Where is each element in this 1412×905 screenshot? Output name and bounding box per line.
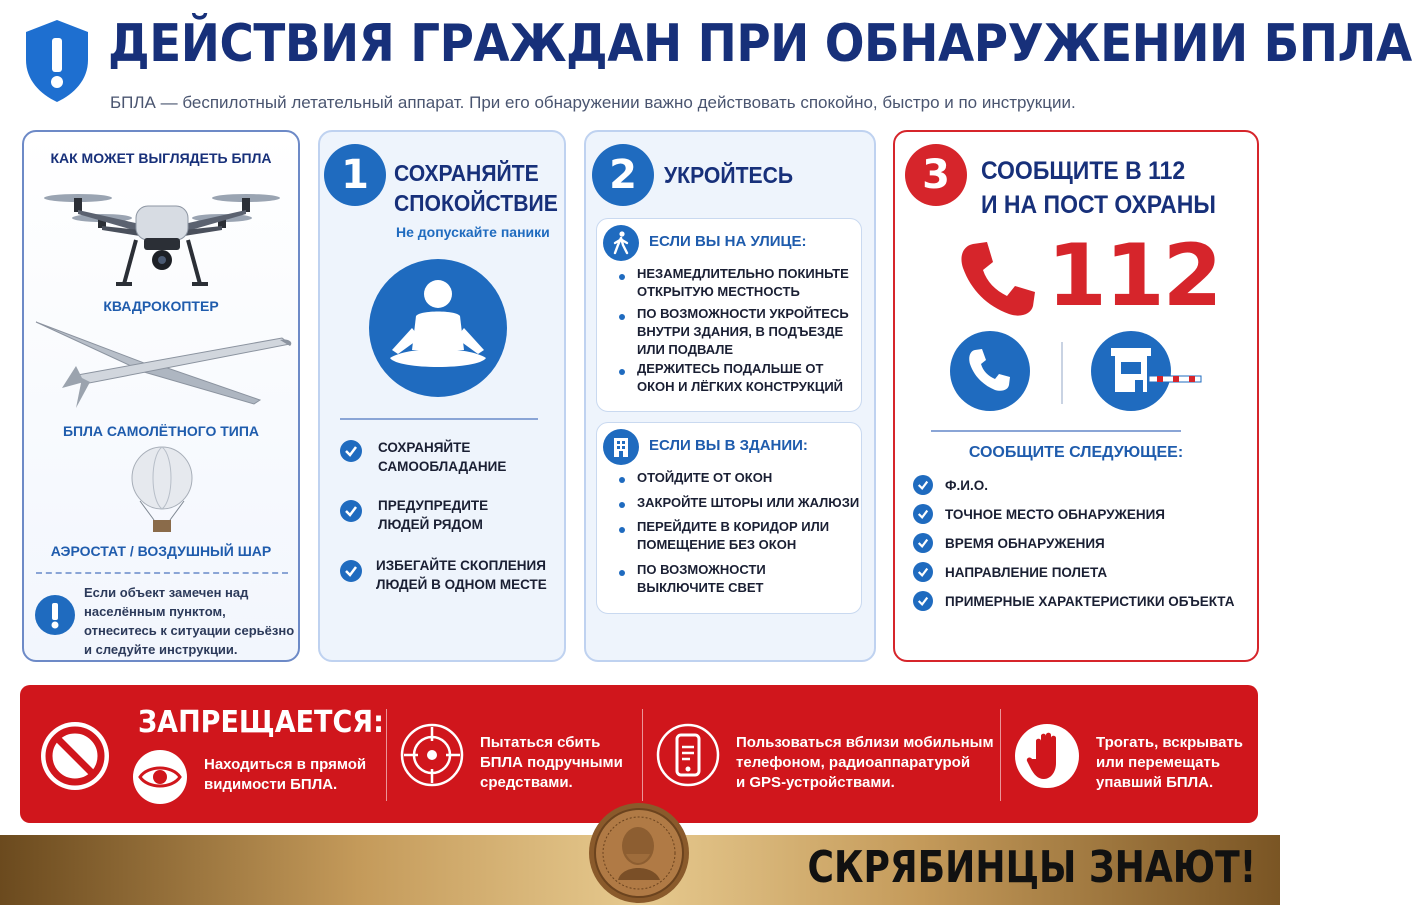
prohibited-item: Находиться в прямой видимости БПЛА. <box>204 756 367 793</box>
street-item: НЕЗАМЕДЛИТЕЛЬНО ПОКИНЬТЕ ОТКРЫТУЮ МЕСТНОСТЬ <box>637 266 849 299</box>
check-icon <box>340 440 362 462</box>
exclamation-icon <box>34 594 76 636</box>
check-icon <box>913 475 933 495</box>
building-item: ПЕРЕЙДИТЕ В КОРИДОР ИЛИ ПОМЕЩЕНИЕ БЕЗ ОКОН <box>637 519 830 552</box>
check-icon <box>913 591 933 611</box>
drone-types-card <box>22 130 300 662</box>
bullet <box>619 527 625 533</box>
bullet <box>619 477 625 483</box>
building-icon <box>603 429 639 465</box>
check-icon <box>913 533 933 553</box>
phone-handset-icon <box>957 238 1039 320</box>
report-item: ВРЕМЯ ОБНАРУЖЕНИЯ <box>945 536 1105 551</box>
bronze-medal-portrait-icon <box>588 802 690 904</box>
street-item: ДЕРЖИТЕСЬ ПОДАЛЬШЕ ОТ ОКОН И ЛЁГКИХ КОНСТРУКЦИЙ <box>637 361 844 394</box>
stay-calm-card <box>318 130 566 662</box>
report-card <box>893 130 1259 662</box>
calm-item: ИЗБЕГАЙТЕ СКОПЛЕНИЯ ЛЮДЕЙ В ОДНОМ МЕСТЕ <box>376 558 547 592</box>
mobile-phone-icon <box>656 723 720 787</box>
step-number-2: 2 <box>592 144 654 206</box>
check-icon <box>340 560 362 582</box>
check-icon <box>913 504 933 524</box>
divider <box>340 418 538 420</box>
bullet <box>619 314 625 320</box>
report-list-title: СООБЩИТЕ СЛЕДУЮЩЕЕ: <box>968 444 1184 461</box>
report-item: ПРИМЕРНЫЕ ХАРАКТЕРИСТИКИ ОБЪЕКТА <box>945 594 1235 609</box>
calm-item: ПРЕДУПРЕДИТЕ ЛЮДЕЙ РЯДОМ <box>378 498 489 532</box>
emergency-number: 112 <box>1047 226 1221 326</box>
divider <box>36 572 288 574</box>
phone-call-icon <box>949 330 1031 412</box>
stop-hand-icon <box>1014 723 1080 789</box>
prohibited-title: ЗАПРЕЩАЕТСЯ: <box>138 705 384 740</box>
prohibited-item: Трогать, вскрывать или перемещать упавший БПЛА. <box>1096 734 1244 791</box>
meditation-icon <box>368 258 508 398</box>
report-item: Ф.И.О. <box>945 478 988 493</box>
check-icon <box>340 500 362 522</box>
divider <box>931 430 1181 432</box>
shield-warning-icon <box>22 18 92 104</box>
walking-person-icon <box>603 225 639 261</box>
stay-calm-subheading: Не допускайте паники <box>396 224 550 240</box>
stay-calm-heading: СОХРАНЯЙТЕ СПОКОЙСТВИЕ <box>394 160 558 216</box>
street-item: ПО ВОЗМОЖНОСТИ УКРОЙТЕСЬ ВНУТРИ ЗДАНИЯ, В ПОДЪЕЗДЕ ИЛИ ПОДВАЛЕ <box>637 306 849 357</box>
building-subcard-title: ЕСЛИ ВЫ В ЗДАНИИ: <box>649 437 808 454</box>
bullet <box>619 502 625 508</box>
building-item: ОТОЙДИТЕ ОТ ОКОН <box>637 470 773 485</box>
step-number-3: 3 <box>905 144 967 206</box>
balloon-icon <box>122 446 202 536</box>
drone-warning-note: Если объект замечен над населённым пунктом, отнеситесь к ситуации серьёзно и следуйте инструкции. <box>84 585 295 657</box>
divider <box>1061 342 1063 404</box>
divider <box>642 709 643 801</box>
drone-type-label: БПЛА САМОЛЁТНОГО ТИПА <box>62 423 260 439</box>
bullet <box>619 369 625 375</box>
check-icon <box>913 562 933 582</box>
prohibited-item: Пытаться сбить БПЛА подручными средствами. <box>480 734 623 791</box>
take-cover-card <box>584 130 876 662</box>
calm-item: СОХРАНЯЙТЕ САМООБЛАДАНИЕ <box>378 440 507 474</box>
street-subcard-title: ЕСЛИ ВЫ НА УЛИЦЕ: <box>649 233 807 250</box>
fixed-wing-drone-icon <box>32 318 294 414</box>
divider <box>386 709 387 801</box>
building-subcard <box>596 422 862 614</box>
divider <box>1000 709 1001 801</box>
report-item: ТОЧНОЕ МЕСТО ОБНАРУЖЕНИЯ <box>945 507 1166 522</box>
report-item: НАПРАВЛЕНИЕ ПОЛЕТА <box>945 565 1108 580</box>
prohibited-item: Пользоваться вблизи мобильным телефоном, радиоаппаратурой и GPS-устройствами. <box>736 734 994 791</box>
quadcopter-icon <box>40 184 284 290</box>
building-item: ПО ВОЗМОЖНОСТИ ВЫКЛЮЧИТЕ СВЕТ <box>637 562 766 595</box>
no-entry-icon <box>38 719 112 793</box>
eye-icon <box>132 749 188 805</box>
page-subtitle: БПЛА — беспилотный летательный аппарат. При его обнаружении важно действовать спокойно, быстро и по инструкции. <box>110 93 1076 112</box>
drone-type-label: АЭРОСТАТ / ВОЗДУШНЫЙ ШАР <box>50 543 272 559</box>
drone-types-heading: КАК МОЖЕТ ВЫГЛЯДЕТЬ БПЛА <box>50 150 272 166</box>
step-number-1: 1 <box>324 144 386 206</box>
page-title: ДЕЙСТВИЯ ГРАЖДАН ПРИ ОБНАРУЖЕНИИ БПЛА <box>108 14 1412 74</box>
crosshair-icon <box>400 723 464 787</box>
street-subcard <box>596 218 862 412</box>
bullet <box>619 570 625 576</box>
footer-slogan: СКРЯБИНЦЫ ЗНАЮТ! <box>807 842 1256 893</box>
take-cover-heading: УКРОЙТЕСЬ <box>664 162 794 188</box>
bullet <box>619 274 625 280</box>
report-heading: СООБЩИТЕ В 112 И НА ПОСТ ОХРАНЫ <box>981 157 1216 219</box>
building-item: ЗАКРОЙТЕ ШТОРЫ ИЛИ ЖАЛЮЗИ <box>637 495 860 510</box>
security-post-icon <box>1091 330 1203 414</box>
drone-type-label: КВАДРОКОПТЕР <box>103 298 219 314</box>
